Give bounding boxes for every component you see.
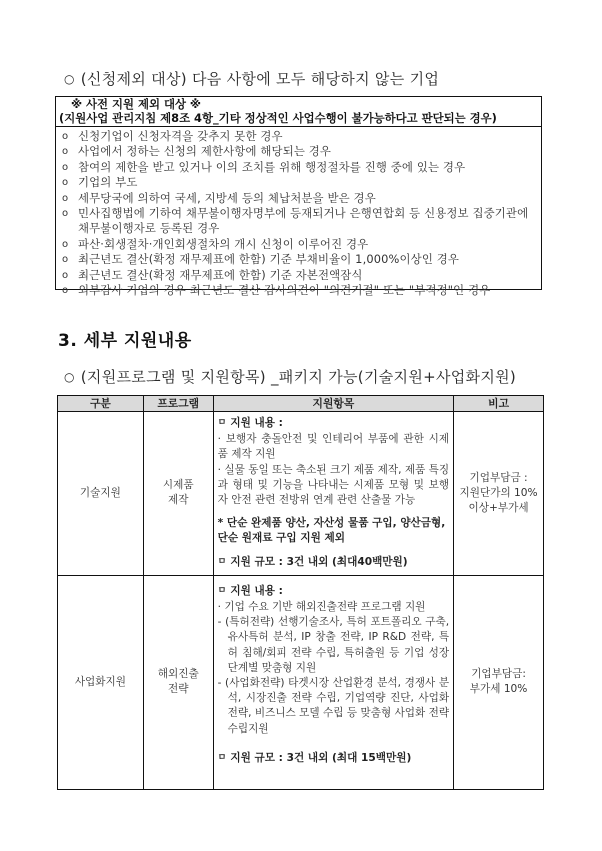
exclusion-item: o 최근년도 결산(확정 재무제표에 한함) 기준 자본전액잠식 — [62, 267, 363, 282]
program-subtitle-text: (지원프로그램 및 지원항목) _패키지 가능(기술지원+사업화지원) — [80, 368, 517, 386]
exclusion-item: o 신청기업이 신청자격을 갖추지 못한 경우 — [62, 129, 283, 143]
square-bullet-icon: ㅁ — [217, 556, 227, 567]
content-line: - (특허전략) 선행기술조사, 특허 포트폴리오 구축, 유사특허 분석, IP 창출 전략, IP R&D 전략, 특허 침해/회피 전략 수립, 특허출원 등 기업 성장단계별 맞춤형 지원 — [217, 616, 450, 674]
content-line: · 실물 동일 또는 축소된 크기 제품 제작, 제품 특징과 형태 및 기능을 나타내는 시제품 모형 및 보행자 안전 관련 전방위 연계 관련 산출물 가능 — [217, 463, 450, 507]
exclusion-subtitle — [64, 68, 439, 89]
content-title: ㅁ 지원 내용 : — [217, 417, 283, 429]
circle-bullet-icon: ○ — [64, 370, 75, 384]
square-bullet-icon: ㅁ — [217, 418, 227, 428]
exclusion-box — [55, 96, 542, 298]
exclusion-item: o 세무당국에 의하여 국세, 지방세 등의 체납처분을 받은 경우 — [62, 190, 376, 205]
exclusion-item: o 최근년도 결산(확정 재무제표에 한함) 기준 부채비율이 1,000%이상인 경우 — [62, 252, 460, 267]
content-line: - (사업화전략) 타겟시장 산업환경 분석, 경쟁사 분석, 시장진출 전략 수립, 기업역량 진단, 사업화 전략, 비즈니스 모델 수립 등 맞춤형 사업화 전략 수립지원 — [217, 677, 450, 735]
bullet-icon: o — [62, 192, 69, 204]
content-line: · 보행자 충돌안전 및 인테리어 부품에 관한 시제품 제작 지원 — [217, 433, 450, 461]
exclusion-item: o 참여의 제한을 받고 있거나 이의 조치를 위해 행정절차를 진행 중에 있는 경우 — [62, 159, 466, 174]
exclusion-subtitle-text: (신청제외 대상) 다음 사항에 모두 해당하지 않는 기업 — [80, 70, 440, 88]
exclusion-item: o 외부감사 기업의 경우 최근년도 결산 감사의견이 "의견거절" 또는 "부적정"인 경우 — [62, 283, 491, 298]
bullet-icon: o — [62, 285, 69, 297]
section-heading: 3. 세부 지원내용 — [58, 331, 192, 351]
remark-cell: 기업부담금 : 지원단가의 10% 이상+부가세 — [454, 412, 544, 576]
category-cell: 사업화지원 — [58, 575, 144, 789]
bullet-icon: o — [62, 238, 69, 250]
exclusion-note: * 단순 완제품 양산, 자산성 물품 구입, 양산금형, 단순 원재료 구입 지원 제외 — [217, 517, 446, 545]
program-cell: 시제품 제작 — [143, 412, 213, 576]
content-line: · 기업 수요 기반 해외진출전략 프로그램 지원 — [217, 601, 426, 614]
support-scale: ㅁ 지원 규모 : 3건 내외 (최대 15백만원) — [217, 751, 412, 764]
exclusion-item: o 파산·회생절차·개인회생절차의 개시 신청이 이루어진 경우 — [62, 236, 369, 251]
exclusion-item: o 기업의 부도 — [62, 175, 138, 190]
exclusion-box-header — [56, 97, 541, 127]
remark-cell: 기업부담금: 부가세 10% — [454, 575, 544, 789]
table-row — [58, 575, 544, 789]
square-bullet-icon: ㅁ — [217, 585, 227, 596]
support-scale: ㅁ 지원 규모 : 3건 내외 (최대40백만원) — [217, 555, 408, 568]
bullet-icon: o — [62, 208, 69, 220]
bullet-icon: o — [62, 269, 69, 281]
support-program-table — [57, 395, 544, 790]
bullet-icon: o — [62, 254, 69, 266]
bullet-icon: o — [62, 146, 69, 158]
bullet-icon: o — [62, 161, 69, 173]
exclusion-box-title: ※ 사전 지원 제외 대상 ※ — [71, 97, 202, 111]
exclusion-item: o 사업에서 정하는 신청의 제한사항에 해당되는 경우 — [62, 144, 332, 159]
header-support-items: 지원항목 — [213, 396, 454, 412]
program-subtitle — [64, 366, 516, 387]
content-title: ㅁ 지원 내용 : — [217, 584, 283, 597]
support-detail-cell — [213, 412, 454, 576]
exclusion-list — [56, 127, 541, 298]
square-bullet-icon: ㅁ — [217, 752, 227, 763]
table-row — [58, 412, 544, 576]
header-program: 프로그램 — [143, 396, 213, 412]
header-category: 구분 — [58, 396, 144, 412]
exclusion-item: o 민사집행법에 기하여 채무불이행자명부에 등재되거나 은행연합회 등 신용정보 집중기관에 채무불이행자로 등록된 경우 — [62, 206, 529, 236]
support-detail-cell — [213, 575, 454, 789]
bullet-icon: o — [62, 177, 69, 189]
bullet-icon: o — [62, 131, 69, 142]
table-header-row — [58, 396, 544, 412]
category-cell: 기술지원 — [58, 412, 144, 576]
circle-bullet-icon: ○ — [64, 72, 75, 86]
header-remarks: 비고 — [454, 396, 544, 412]
exclusion-box-subtitle: (지원사업 관리지침 제8조 4항_기타 정상적인 사업수행이 불가능하다고 판단되는 경우) — [59, 110, 497, 125]
program-cell: 해외진출 전략 — [143, 575, 213, 789]
